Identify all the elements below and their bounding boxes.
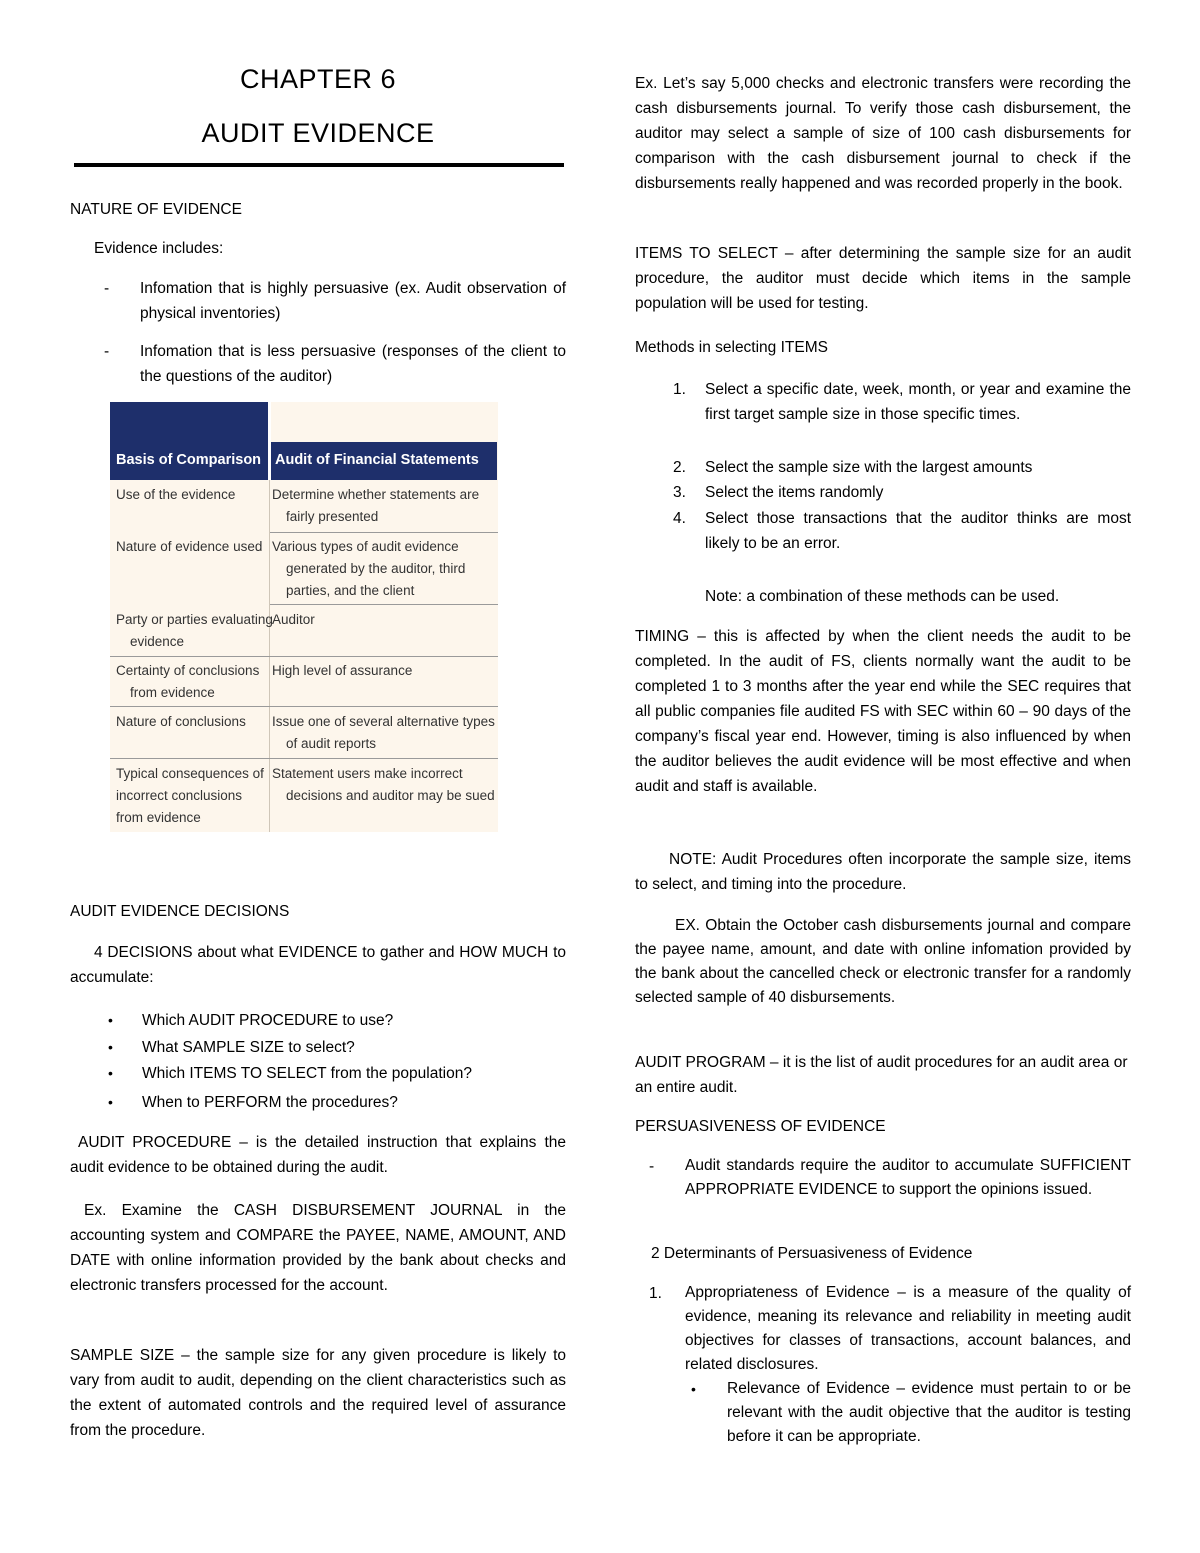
dash-mark: - <box>649 1158 655 1175</box>
dash-mark: - <box>104 343 110 360</box>
comparison-table <box>110 402 498 832</box>
dash-item-text: Infomation that is highly persuasive (ex. Audit observation of physical inventories) <box>140 280 566 322</box>
timing-definition: TIMING – this is affected by when the client needs the audit to be completed. In the audit of FS, clients normally want the audit to be completed 1 to 3 months after the year end while the SEC requires that all public companies file audited FS with SEC within 60 – 90 days of the company’s fiscal year end. However, timing is also influenced by when the auditor believes the audit evidence will be most effective and when audit and staff is available. <box>635 628 1131 795</box>
table-cell: High level of assurance <box>272 663 413 678</box>
bullet-mark: • <box>691 1381 696 1397</box>
evidence-includes-label: Evidence includes: <box>94 240 224 257</box>
bullet-mark: • <box>108 1012 113 1028</box>
list-number: 3. <box>673 484 686 501</box>
table-cell: Nature of evidence used <box>116 539 263 554</box>
list-item-text: Relevance of Evidence – evidence must pertain to or be relevant with the audit objective that the auditor is testing before it can be appropriate. <box>727 1380 1131 1445</box>
list-item-text: Select those transactions that the auditor thinks are most likely to be an error. <box>705 510 1131 552</box>
chapter-title: AUDIT EVIDENCE <box>201 118 435 148</box>
bullet-mark: • <box>108 1065 113 1081</box>
title-divider <box>74 163 564 167</box>
list-number: 2. <box>673 459 686 476</box>
audit-procedure-example: Ex. Examine the CASH DISBURSEMENT JOURNAL in the accounting system and COMPARE the PAYEE, NAME, AMOUNT, AND DATE with online information provided by the bank about checks and electronic transfers processed for the account. <box>70 1202 566 1294</box>
dash-item-text: Infomation that is less persuasive (responses of the client to the questions of the auditor) <box>140 343 566 385</box>
procedures-note: NOTE: Audit Procedures often incorporate the sample size, items to select, and timing into the procedure. <box>635 851 1131 893</box>
sample-size-definition: SAMPLE SIZE – the sample size for any given procedure is likely to vary from audit to audit, depending on the client characteristics such as the extent of automated controls and the required level of assurance from the procedure. <box>70 1347 566 1439</box>
chapter-number: CHAPTER 6 <box>239 64 397 94</box>
dash-item-text: Audit standards require the auditor to accumulate SUFFICIENT APPROPRIATE EVIDENCE to support the opinions issued. <box>685 1157 1131 1198</box>
audit-procedure-definition: AUDIT PROCEDURE – is the detailed instruction that explains the audit evidence to be obtained during the audit. <box>70 1134 566 1176</box>
methods-heading: Methods in selecting ITEMS <box>635 339 828 356</box>
list-item-text: Which AUDIT PROCEDURE to use? <box>142 1012 394 1029</box>
october-example: EX. Obtain the October cash disbursements journal and compare the payee name, amount, and date with online infomation provided by the bank about the cancelled check or electronic transfer for a randomly selected sample of 40 disbursements. <box>635 917 1131 1006</box>
table-header-bg <box>110 402 268 480</box>
audit-program-definition: AUDIT PROGRAM – it is the list of audit procedures for an audit area or an entire audit. <box>635 1054 1128 1096</box>
persuasiveness-heading: PERSUASIVENESS OF EVIDENCE <box>635 1118 886 1135</box>
table-cell: Determine whether statements are fairly presented <box>272 487 480 524</box>
list-item-text: Select a specific date, week, month, or year and examine the first target sample size in those specific times. <box>705 381 1131 423</box>
table-cell: Auditor <box>272 612 315 627</box>
list-item-text: When to PERFORM the procedures? <box>142 1094 398 1111</box>
list-number: 1. <box>649 1285 662 1302</box>
table-header-audit-fs: Audit of Financial Statements <box>275 452 479 468</box>
table-cell: Party or parties evaluating evidence <box>116 612 273 649</box>
list-number: 4. <box>673 510 686 527</box>
decisions-heading: AUDIT EVIDENCE DECISIONS <box>70 903 290 920</box>
nature-heading: NATURE OF EVIDENCE <box>70 201 242 218</box>
list-item-text: Select the items randomly <box>705 484 884 501</box>
dash-mark: - <box>104 280 110 297</box>
list-item-text: Appropriateness of Evidence – is a measure of the quality of evidence, meaning its relevance and reliability in meeting audit objectives for classes of transactions, account balances, and related disclosures. <box>685 1284 1131 1373</box>
table-cell: Typical consequences of incorrect conclusions from evidence <box>116 766 264 825</box>
methods-note: Note: a combination of these methods can be used. <box>705 588 1060 605</box>
list-item-text: What SAMPLE SIZE to select? <box>142 1039 355 1056</box>
checks-example: Ex. Let’s say 5,000 checks and electronic transfers were recording the cash disbursements journal. To verify those cash disbursement, the auditor may select a sample of size of 100 cash disbursements for comparison with the cash disbursement journal to check if the disbursements really happened and was recorded properly in the book. <box>635 75 1131 192</box>
table-cell: Use of the evidence <box>116 487 236 502</box>
list-item-text: Which ITEMS TO SELECT from the population? <box>142 1065 472 1082</box>
list-number: 1. <box>673 381 686 398</box>
table-cell: Statement users make incorrect decisions and auditor may be sued <box>272 766 495 803</box>
table-header-basis: Basis of Comparison <box>116 452 262 468</box>
items-to-select-definition: ITEMS TO SELECT – after determining the sample size for an audit procedure, the auditor must decide which items in the sample population will be used for testing. <box>635 245 1131 312</box>
table-cell: Various types of audit evidence generated by the auditor, third parties, and the client <box>272 539 466 598</box>
list-item-text: Select the sample size with the largest amounts <box>705 459 1033 476</box>
table-cell: Nature of conclusions <box>116 714 246 729</box>
bullet-mark: • <box>108 1039 113 1055</box>
bullet-mark: • <box>108 1094 113 1110</box>
table-cell: Certainty of conclusions from evidence <box>116 663 260 700</box>
table-cell: Issue one of several alternative types of audit reports <box>272 714 495 751</box>
decisions-intro: 4 DECISIONS about what EVIDENCE to gather and HOW MUCH to accumulate: <box>70 944 566 986</box>
determinants-heading: 2 Determinants of Persuasiveness of Evidence <box>651 1245 973 1262</box>
